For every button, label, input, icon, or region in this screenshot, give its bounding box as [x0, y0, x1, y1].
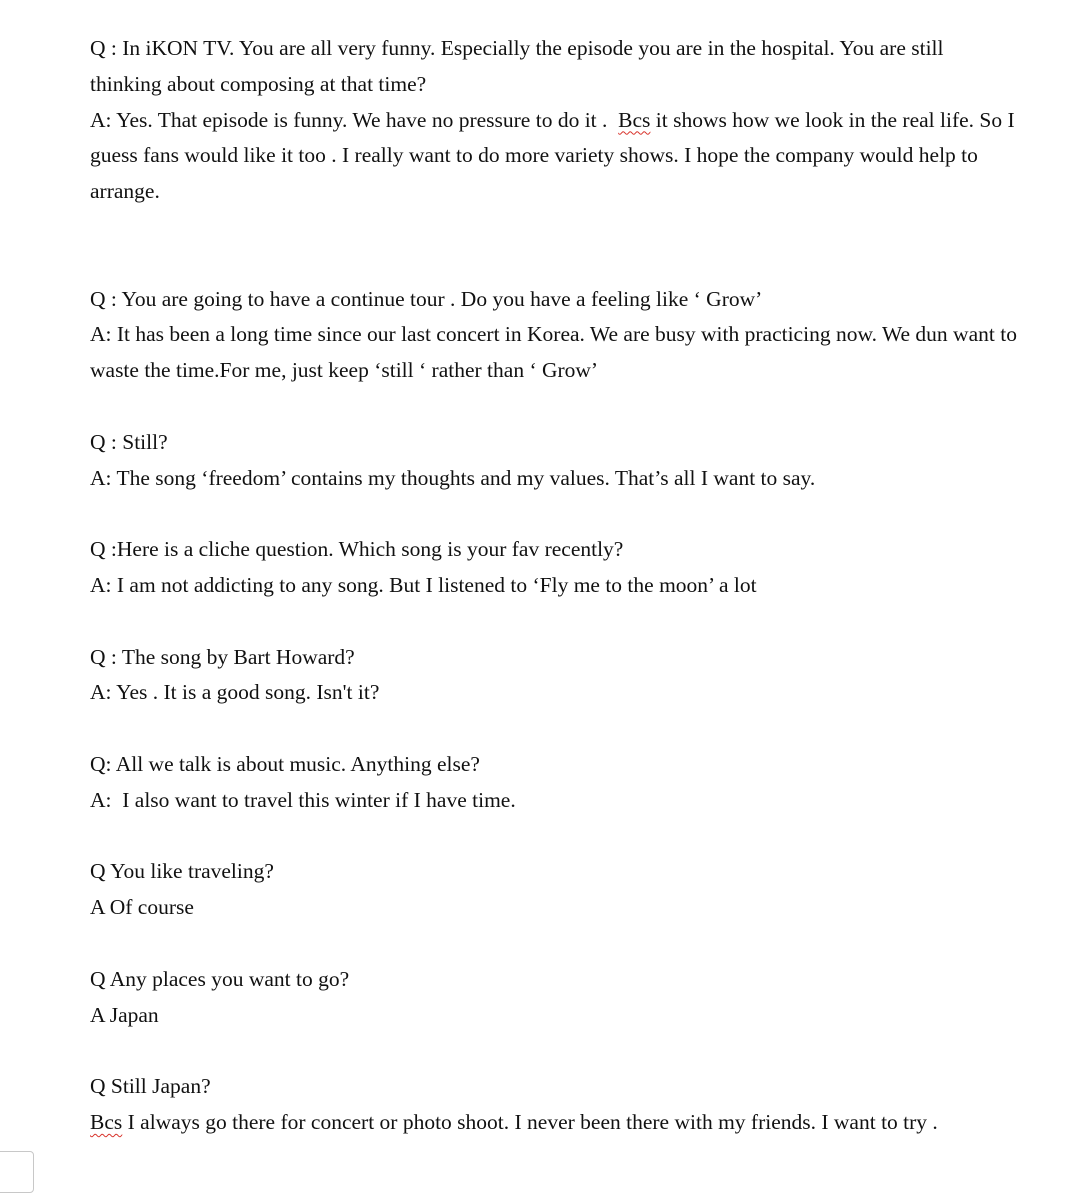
qa-block-1 [90, 31, 1020, 210]
qa-block-4 [90, 532, 1020, 604]
spelling-flagged-word[interactable]: Bcs [90, 1109, 123, 1134]
answer-line: A: Yes . It is a good song. Isn't it? [90, 680, 380, 705]
answer-line: A: It has been a long time since our last concert in Korea. We are busy with practicing now. We dun want to waste the time.For me, just keep ‘still ‘ rather than ‘ Grow’ [90, 322, 1023, 383]
answer-line [90, 1105, 1020, 1141]
qa-block-5 [90, 640, 1020, 712]
answer-line: A Japan [90, 1002, 159, 1027]
question-line: Q : In iKON TV. You are all very funny. Especially the episode you are in the hospital. You are still thinking about composing at that time? [90, 36, 949, 96]
question-line: Q : The song by Bart Howard? [90, 644, 355, 669]
question-line: Q: All we talk is about music. Anything else? [90, 751, 480, 776]
answer-line: A Of course [90, 895, 194, 920]
spelling-flagged-word[interactable]: Bcs [618, 107, 651, 132]
question-line: Q You like traveling? [90, 859, 274, 884]
qa-block-2 [90, 282, 1023, 389]
question-line: Q Any places you want to go? [90, 966, 350, 991]
answer-text: I always go there for concert or photo shoot. I never been there with my friends. I want to try . [122, 1109, 938, 1134]
qa-block-6 [90, 747, 1020, 819]
question-line: Q Still Japan? [90, 1074, 211, 1099]
document-body [90, 31, 1023, 1177]
answer-text: A: Yes. That episode is funny. We have no pressure to do it . [90, 107, 619, 132]
qa-block-8 [90, 962, 1020, 1034]
answer-text: it shows how we look in the real life. So I guess fans would like it too . I really want to do more variety shows. I hope the company would help to arrange. [90, 107, 1021, 204]
qa-block-3 [90, 425, 1020, 497]
qa-block-7 [90, 854, 1020, 926]
question-line: Q : You are going to have a continue tour . Do you have a feeling like ‘ Grow’ [90, 286, 763, 311]
question-line: Q :Here is a cliche question. Which song is your fav recently? [90, 537, 624, 562]
answer-line: A: I also want to travel this winter if I have time. [90, 787, 516, 812]
answer-line [90, 103, 1020, 210]
corner-panel-tab[interactable] [0, 1151, 34, 1193]
answer-line: A: The song ‘freedom’ contains my thoughts and my values. That’s all I want to say. [90, 465, 816, 490]
qa-block-9 [90, 1069, 1020, 1141]
answer-line: A: I am not addicting to any song. But I listened to ‘Fly me to the moon’ a lot [90, 572, 757, 597]
question-line: Q : Still? [90, 429, 168, 454]
